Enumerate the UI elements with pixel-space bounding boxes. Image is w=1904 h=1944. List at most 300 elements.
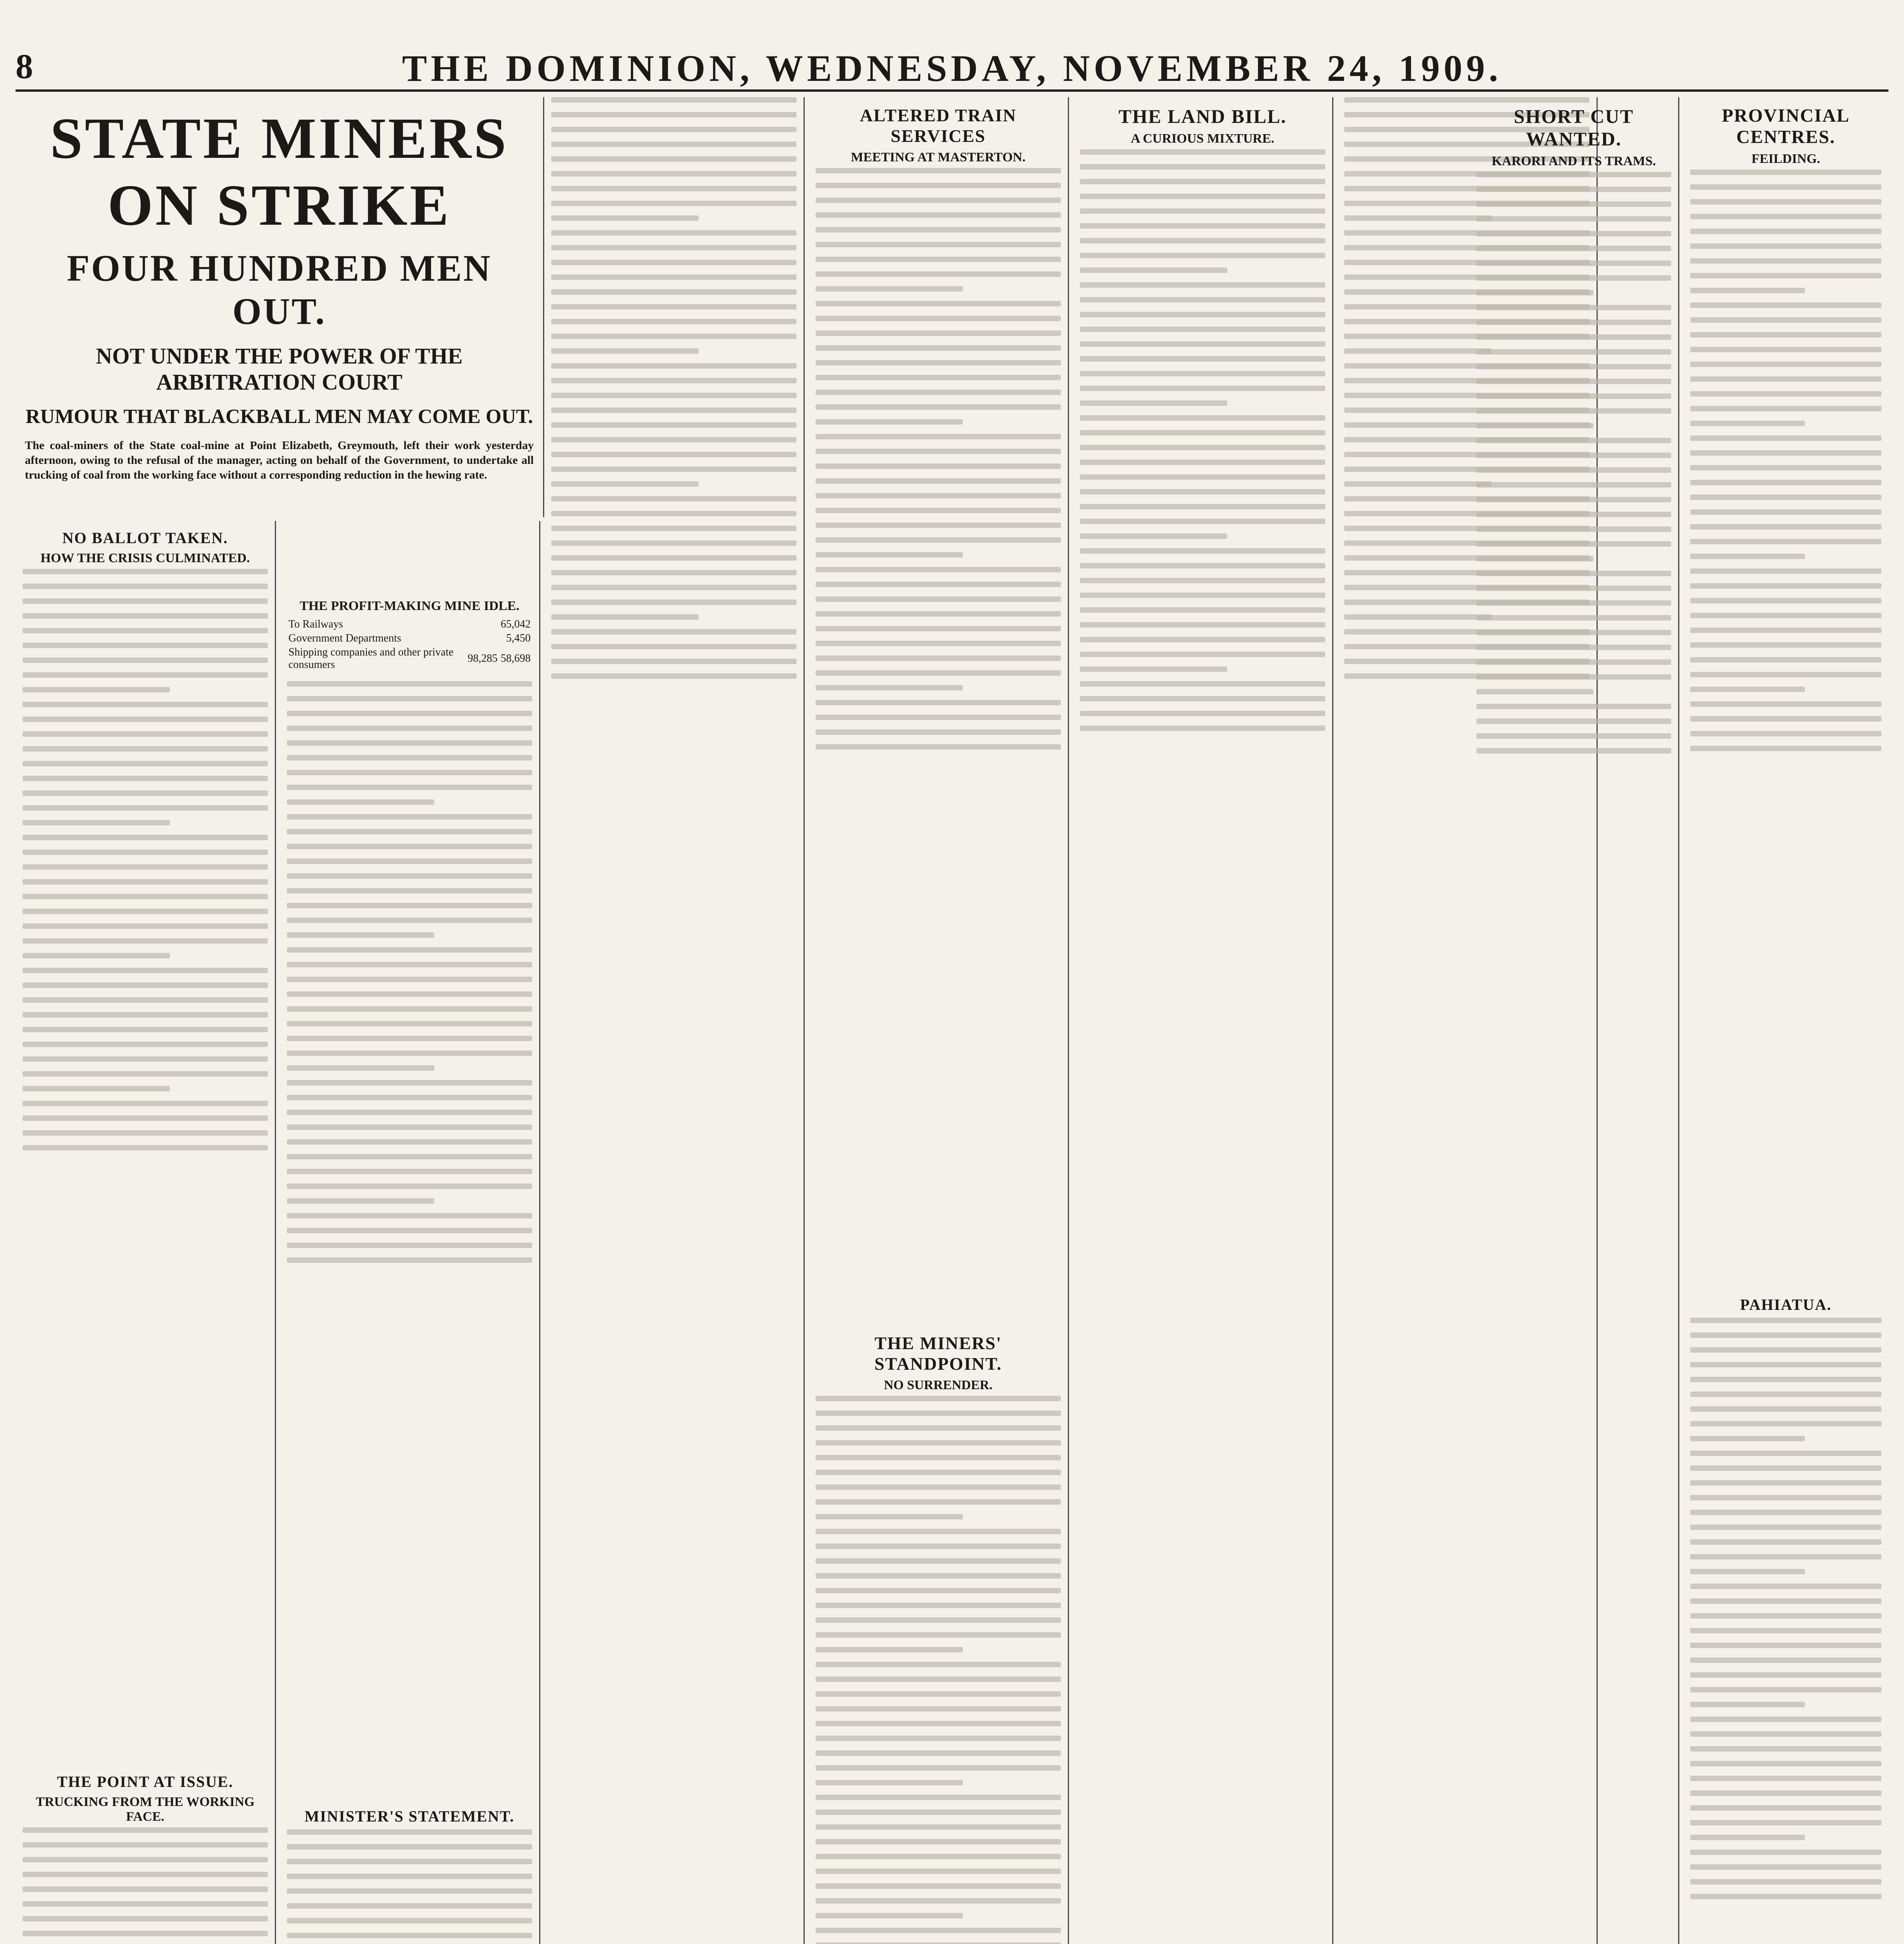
text-line <box>23 923 268 929</box>
text-line <box>23 1071 268 1077</box>
text-line <box>23 584 268 589</box>
text-line <box>551 422 797 428</box>
text-line <box>1690 613 1881 618</box>
text-line <box>287 1139 532 1145</box>
text-line <box>23 909 268 914</box>
text-line <box>816 611 1061 617</box>
text-line <box>287 962 532 967</box>
text-line <box>1080 164 1325 170</box>
text-line <box>1690 1717 1881 1722</box>
text-line <box>287 844 532 849</box>
text-line <box>1476 571 1671 576</box>
text-line <box>23 968 268 973</box>
text-line <box>23 717 268 722</box>
text-line <box>287 1888 532 1894</box>
text-line <box>287 1213 532 1218</box>
text-line <box>816 1706 1061 1711</box>
text-line <box>1476 748 1671 753</box>
text-line <box>23 1931 268 1936</box>
text-line <box>1690 1672 1881 1678</box>
section-head: NO BALLOT TAKEN. <box>62 529 228 547</box>
text-line <box>551 452 797 457</box>
coal-table <box>287 617 532 672</box>
text-line <box>287 1918 532 1923</box>
text-line <box>287 918 532 923</box>
text-line <box>1476 586 1671 591</box>
text-line <box>23 938 268 944</box>
lead-deck-1: FOUR HUNDRED MEN OUT. <box>66 247 492 332</box>
text-line <box>816 1795 1061 1800</box>
text-line <box>1476 497 1671 502</box>
text-line <box>816 1780 963 1785</box>
text-line <box>287 873 532 879</box>
text-line <box>1690 1332 1881 1338</box>
text-line <box>1476 482 1671 488</box>
text-line <box>1080 726 1325 731</box>
text-line <box>23 1012 268 1017</box>
text-line <box>1476 615 1671 621</box>
text-line <box>287 1006 532 1012</box>
body-text <box>23 569 268 1150</box>
masthead <box>16 47 1888 92</box>
text-line <box>1690 1406 1881 1412</box>
text-line <box>816 1928 1061 1933</box>
text-line <box>816 1470 1061 1475</box>
text-line <box>551 348 699 354</box>
text-line <box>1690 391 1881 397</box>
text-line <box>551 585 797 590</box>
text-line <box>816 183 1061 188</box>
text-line <box>1080 504 1325 509</box>
text-line <box>816 685 963 691</box>
text-line <box>1690 1702 1805 1707</box>
text-line <box>816 1824 1061 1830</box>
body-text <box>1476 172 1671 753</box>
section-head: PAHIATUA. <box>1740 1296 1832 1313</box>
text-line <box>1080 652 1325 657</box>
text-line <box>551 570 797 575</box>
text-line <box>287 932 434 938</box>
text-line <box>23 1857 268 1862</box>
text-line <box>1476 556 1593 561</box>
text-line <box>287 740 532 746</box>
text-line <box>1080 208 1325 214</box>
text-line <box>551 673 797 679</box>
text-line <box>816 1721 1061 1726</box>
text-line <box>1476 364 1671 369</box>
text-line <box>1690 672 1881 677</box>
text-line <box>23 1101 268 1106</box>
text-line <box>551 540 797 546</box>
text-line <box>23 805 268 811</box>
text-line <box>1690 524 1881 530</box>
body-text <box>287 1829 532 1944</box>
text-line <box>23 1056 268 1062</box>
text-line <box>1690 1436 1805 1441</box>
text-line <box>287 1051 532 1056</box>
text-line <box>1690 628 1881 633</box>
text-line <box>816 1942 1061 1944</box>
text-line <box>1690 199 1881 205</box>
text-line <box>1690 376 1881 382</box>
text-line <box>1690 1465 1881 1471</box>
text-line <box>816 1883 1061 1889</box>
text-line <box>816 360 1061 365</box>
text-line <box>816 1573 1061 1579</box>
text-line <box>23 1872 268 1877</box>
text-line <box>1690 568 1881 574</box>
text-line <box>23 864 268 870</box>
text-line <box>1476 260 1671 266</box>
text-line <box>816 1529 1061 1534</box>
text-line <box>23 702 268 707</box>
text-line <box>1690 642 1881 648</box>
text-line <box>1690 258 1881 264</box>
lead-intro: The coal-miners of the State coal-mine at Point Elizabeth, Greymouth, left their work yesterday afternoon, owing to the refusal of the manager, acting on behalf of the Government, to undertake all trucking of coal from the working face without a corresponding reduction in the hewing rate. <box>25 439 534 481</box>
text-line <box>23 569 268 574</box>
text-line <box>1476 674 1671 680</box>
text-line <box>1690 1392 1881 1397</box>
text-line <box>23 598 268 604</box>
text-line <box>816 1499 1061 1505</box>
text-line <box>1476 526 1671 532</box>
text-line <box>1476 246 1671 251</box>
text-line <box>287 977 532 982</box>
section-subhead: MEETING AT MASTERTON. <box>851 150 1026 164</box>
lead-deck-2: NOT UNDER THE POWER OF THE ARBITRATION COURT <box>96 343 463 395</box>
text-line <box>816 1765 1061 1771</box>
body-text <box>816 1396 1061 1944</box>
text-line <box>551 127 797 132</box>
text-line <box>1690 554 1805 559</box>
text-line <box>551 245 797 250</box>
text-line <box>551 289 797 295</box>
text-line <box>287 888 532 893</box>
text-line <box>551 230 797 236</box>
text-line <box>1690 317 1881 323</box>
text-line <box>1690 1510 1881 1515</box>
text-line <box>1690 435 1881 441</box>
text-line <box>1476 719 1671 724</box>
text-line <box>1080 371 1325 376</box>
text-line <box>1080 297 1325 302</box>
text-line <box>23 835 268 840</box>
section-head: PROVINCIAL CENTRES. <box>1722 105 1850 147</box>
text-line <box>287 1124 532 1130</box>
table-row <box>287 617 532 631</box>
text-line <box>1690 583 1881 589</box>
text-line <box>1690 170 1881 175</box>
column-8 <box>1683 97 1888 1944</box>
text-line <box>551 334 797 339</box>
text-line <box>816 744 1061 750</box>
text-line <box>1690 509 1881 515</box>
text-line <box>287 1844 532 1850</box>
text-line <box>1690 731 1881 736</box>
text-line <box>1690 347 1881 352</box>
text-line <box>1690 332 1881 337</box>
text-line <box>1080 666 1227 672</box>
text-line <box>287 1257 532 1263</box>
text-line <box>1690 184 1881 190</box>
text-line <box>1690 1480 1881 1486</box>
text-line <box>816 375 1061 380</box>
text-line <box>816 729 1061 735</box>
text-line <box>287 681 532 687</box>
text-line <box>1690 598 1881 603</box>
text-line <box>287 696 532 701</box>
text-line <box>816 434 1061 439</box>
text-line <box>1690 1318 1881 1323</box>
text-line <box>816 1662 1061 1667</box>
text-line <box>816 419 963 425</box>
text-line <box>23 1145 268 1150</box>
text-line <box>551 407 797 413</box>
text-line <box>1690 214 1881 219</box>
text-line <box>1476 408 1671 414</box>
text-line <box>1690 229 1881 234</box>
text-line <box>1690 1628 1881 1633</box>
text-line <box>1690 1894 1881 1899</box>
text-line <box>1476 379 1671 384</box>
text-line <box>551 260 797 265</box>
text-line <box>1690 288 1805 293</box>
text-line <box>287 1080 532 1086</box>
table-cell: 98,285 <box>468 652 498 664</box>
text-line <box>551 467 797 472</box>
section-subhead: A CURIOUS MIXTURE. <box>1130 131 1275 146</box>
text-line <box>816 1411 1061 1416</box>
text-line <box>551 481 699 487</box>
text-line <box>1476 645 1671 650</box>
text-line <box>23 997 268 1003</box>
text-line <box>1080 696 1325 701</box>
text-line <box>1080 489 1325 495</box>
text-line <box>23 746 268 752</box>
text-line <box>1690 1850 1881 1855</box>
text-line <box>816 1617 1061 1623</box>
page-title: THE DOMINION, WEDNESDAY, NOVEMBER 24, 1909. <box>402 47 1502 89</box>
text-line <box>1476 305 1671 310</box>
section-subhead: TRUCKING FROM THE WORKING FACE. <box>36 1795 255 1824</box>
text-line <box>23 1916 268 1921</box>
text-line <box>816 537 1061 543</box>
table-cell <box>466 631 499 645</box>
text-line <box>816 1750 1061 1756</box>
text-line <box>816 463 1061 469</box>
text-line <box>287 1021 532 1026</box>
section-head: THE MINERS' STANDPOINT. <box>874 1333 1002 1374</box>
body-text <box>1080 149 1325 731</box>
text-line <box>1080 223 1325 229</box>
text-line <box>816 1455 1061 1460</box>
text-line <box>1690 273 1881 278</box>
text-line <box>816 227 1061 233</box>
text-line <box>287 829 532 834</box>
section-head: THE POINT AT ISSUE. <box>57 1773 234 1790</box>
text-line <box>551 437 797 442</box>
table-cell: 65,042 <box>501 618 531 630</box>
text-line <box>551 112 797 117</box>
text-line <box>1690 1495 1881 1500</box>
text-line <box>1690 243 1881 249</box>
text-line <box>816 1588 1061 1593</box>
text-line <box>1476 630 1671 635</box>
text-line <box>23 731 268 737</box>
body-text <box>551 97 797 679</box>
text-line <box>287 1154 532 1159</box>
text-line <box>287 1198 434 1204</box>
section-subhead: KARORI AND ITS TRAMS. <box>1492 154 1656 168</box>
text-line <box>287 903 532 908</box>
text-line <box>551 171 797 177</box>
text-line <box>551 629 797 635</box>
text-line <box>816 1854 1061 1859</box>
text-line <box>1690 716 1881 722</box>
text-line <box>287 785 532 790</box>
text-line <box>23 776 268 781</box>
text-line <box>1690 495 1881 500</box>
text-line <box>816 478 1061 484</box>
text-line <box>816 1484 1061 1490</box>
text-line <box>287 1036 532 1041</box>
text-line <box>1080 415 1325 421</box>
text-line <box>551 496 797 502</box>
lead-banner: STATE MINERS ON STRIKE <box>50 106 509 238</box>
text-line <box>1476 600 1671 606</box>
text-line <box>1080 238 1325 243</box>
text-line <box>287 991 532 997</box>
text-line <box>1690 1584 1881 1589</box>
text-line <box>816 1514 963 1519</box>
text-line <box>816 641 1061 646</box>
text-line <box>1080 607 1325 613</box>
text-line <box>1690 1879 1881 1885</box>
text-line <box>1476 275 1671 281</box>
text-line <box>816 316 1061 321</box>
text-line <box>1080 460 1325 465</box>
text-line <box>1690 1569 1805 1574</box>
section-subhead: HOW THE CRISIS CULMINATED. <box>40 551 250 565</box>
text-line <box>551 526 797 531</box>
text-line <box>287 814 532 820</box>
lead-deck-3: RUMOUR THAT BLACKBALL MEN MAY COME OUT. <box>25 406 533 428</box>
text-line <box>23 1086 170 1091</box>
text-line <box>1476 393 1671 399</box>
text-line <box>1690 406 1881 411</box>
text-line <box>1690 1805 1881 1811</box>
text-line <box>816 508 1061 513</box>
text-line <box>816 552 963 558</box>
text-line <box>816 1647 963 1652</box>
column-3 <box>544 97 805 1944</box>
text-line <box>1690 1761 1881 1766</box>
text-line <box>816 1632 1061 1638</box>
text-line <box>1690 480 1881 485</box>
text-line <box>287 755 532 760</box>
text-line <box>287 1903 532 1909</box>
text-line <box>1476 438 1671 443</box>
text-line <box>816 1809 1061 1815</box>
text-line <box>287 726 532 731</box>
text-line <box>23 1042 268 1047</box>
table-row <box>287 631 532 645</box>
text-line <box>1690 1377 1881 1382</box>
column-4 <box>809 97 1069 1944</box>
text-line <box>816 1869 1061 1874</box>
text-line <box>1080 386 1325 391</box>
body-text <box>23 1827 268 1944</box>
text-line <box>1476 423 1593 428</box>
text-line <box>1690 421 1805 426</box>
text-line <box>1690 701 1881 707</box>
text-line <box>287 1829 532 1835</box>
text-line <box>551 319 797 324</box>
text-line <box>551 511 797 516</box>
text-line <box>23 953 170 958</box>
text-line <box>1690 1746 1881 1752</box>
text-line <box>1690 657 1881 663</box>
text-line <box>23 1842 268 1848</box>
text-line <box>551 156 797 162</box>
text-line <box>287 770 532 775</box>
text-line <box>551 142 797 147</box>
text-line <box>1080 578 1325 583</box>
text-line <box>1080 430 1325 435</box>
text-line <box>1690 465 1881 470</box>
text-line <box>816 198 1061 203</box>
text-line <box>816 582 1061 587</box>
text-line <box>1080 356 1325 362</box>
text-line <box>551 659 797 664</box>
text-line <box>816 1913 963 1918</box>
text-line <box>23 761 268 766</box>
text-line <box>1476 467 1671 473</box>
section-head: THE LAND BILL. <box>1118 105 1287 127</box>
text-line <box>23 1115 268 1121</box>
text-line <box>1080 282 1325 288</box>
text-line <box>1080 445 1325 450</box>
text-line <box>1690 450 1881 456</box>
body-text <box>1690 170 1881 751</box>
column-lead-1 <box>16 521 276 1944</box>
text-line <box>23 1130 268 1136</box>
text-line <box>816 1839 1061 1844</box>
text-line <box>1476 172 1671 177</box>
text-line <box>1476 187 1671 192</box>
text-line <box>287 1933 532 1938</box>
text-line <box>287 858 532 864</box>
text-line <box>816 168 1061 173</box>
text-line <box>1080 179 1325 184</box>
text-line <box>1476 231 1671 236</box>
text-line <box>287 1184 532 1189</box>
text-line <box>816 449 1061 454</box>
text-line <box>1080 194 1325 199</box>
text-line <box>23 613 268 619</box>
text-line <box>1476 216 1671 222</box>
text-line <box>1080 533 1227 539</box>
text-line <box>816 257 1061 262</box>
text-line <box>1080 312 1325 317</box>
text-line <box>23 657 268 663</box>
text-line <box>287 1874 532 1879</box>
text-line <box>816 286 963 292</box>
text-line <box>816 1440 1061 1446</box>
text-line <box>816 1677 1061 1682</box>
text-line <box>1080 267 1227 273</box>
text-line <box>1690 1524 1881 1530</box>
